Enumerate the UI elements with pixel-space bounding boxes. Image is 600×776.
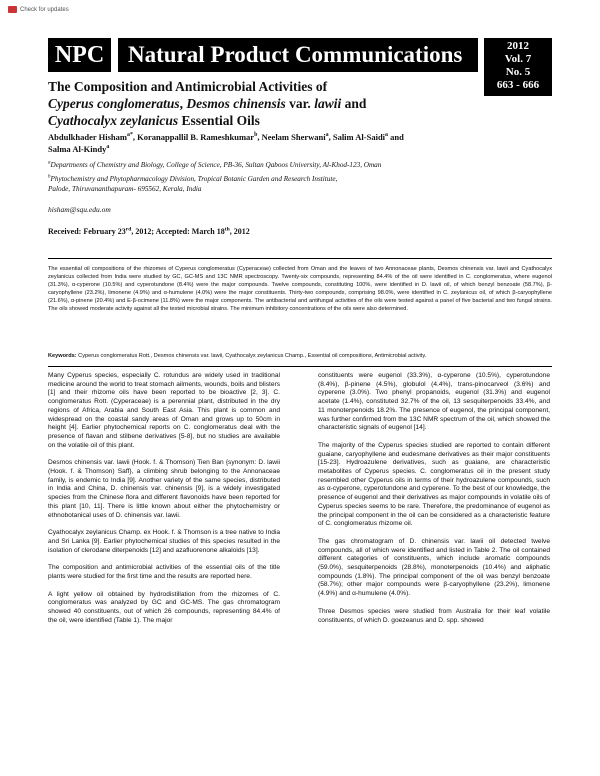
authors-line-1 <box>48 131 518 143</box>
title-and: and <box>341 96 367 111</box>
title-variety: lawii <box>314 96 342 111</box>
author-name: , Neelam Sherwani <box>257 132 326 142</box>
affil-text: Departments of Chemistry and Biology, College of Science, PB-36, Sultan Qaboos University, Al-Khod-123, Oman <box>50 161 382 169</box>
affiliation-a <box>48 160 508 170</box>
issue-number: No. 5 <box>505 66 531 78</box>
divider <box>48 366 552 367</box>
body-column-left <box>48 372 280 635</box>
author-sup: a* <box>126 132 133 139</box>
paragraph: A light yellow oil obtained by hydrodistillation from the rhizomes of C. conglomeratus was analyzed by GC and GC-MS. The gas chromatogram showed 40 constituents, out of which 26 compounds, representing 84.4% of the oil, were identified (Table 1). The major <box>48 590 280 624</box>
issue-year: 2012 <box>507 40 529 52</box>
authors-line-2 <box>48 143 518 155</box>
affiliation-b-line2: Palode, Thiruvananthapuram- 695562, Kerala, India <box>48 185 202 193</box>
body-column-right <box>318 372 550 634</box>
title-species-1: Cyperus conglomeratus <box>48 96 180 111</box>
author-name: , Salim Al-Saidi <box>328 132 386 142</box>
title-line-3 <box>48 112 478 129</box>
paragraph: Desmos chinensis var. lawii (Hook. f. & Thomson) Tien Ban {synonym: D. lawii (Hook. f. & Thomson) Saff}, a climbing shrub belonging to the Annonaceae family, is endemic to India [9]. Another variety of the same species, distributed in India and China, D. chinensis var. chinensis [9], is a widely investigated species from the Chinese flora and different flavonoids have been reported for this plant [10, 11]. There is little known about either the phytochemistry or ethnobotanical uses of D. chinensis var. lawii. <box>48 459 280 519</box>
abstract: The essential oil compositions of the rhizomes of Cyperus conglomeratus (Cyperaceae) collected from Oman and the leaves of two Annonaceae plants, Desmos chinensis var. lawii and Cyathocalyx zeylanicus collected from India were studied by GC, GC-MS and 13C NMR spectroscopy. Twenty-six compounds, representing 84.4% of the oil were identified in C. conglomeratus, where eugenol (31.3%), α-cyperone (10.5%) and cyperotundone (8.4%) were the major compounds. Twelve compounds, constituting 100%, were identified in D. lawii oil, of which benzyl benzoate (58.7%), β-caryophyllene (23.2%), limonene (4.9%) and α-humulene (4.0%) were the major constituents. Thirty-two compounds, comprising 98.0%, were identified in C. zeylanicus oil, of which β-caryophyllene (21.6%), α-pinene (20.4%) and E-β-ocimene (11.8%) were the major components. The antibacterial and antifungal activities of the oils were tested against a panel of five bacterial and two fungal strains. The oils showed moderate activity against all the tested microbial strains. The minimum inhibitory concentrations of the oils were also determined. <box>48 266 552 312</box>
divider <box>48 258 552 259</box>
affiliations <box>48 160 508 194</box>
author-name: Abdulkhader Hisham <box>48 132 127 142</box>
date-sup: th <box>224 226 230 233</box>
title-species-2: Desmos chinensis <box>186 96 286 111</box>
paragraph: The composition and antimicrobial activities of the essential oils of the title plants were studied for the first time and the results are reported here. <box>48 564 280 581</box>
author-sup: a <box>325 132 329 139</box>
issue-info <box>484 38 552 96</box>
paragraph: Three Desmos species were studied from Australia for their leaf volatile constituents, of which D. goezeanus and D. spp. showed <box>318 607 550 624</box>
paragraph: Cyathocalyx zeylanicus Champ. ex Hook. f. & Thomson is a tree native to India and Sri Lanka [9]. Earlier phytochemical studies of this species resulted in the isolation of clerodane diterpenoids [12] and azafluorenone alkaloids [13]. <box>48 529 280 554</box>
author-and: and <box>388 132 404 142</box>
check-updates-label: Check for updates <box>20 6 69 13</box>
author-name: Salma Al-Kindy <box>48 144 107 154</box>
title-line-1: The Composition and Antimicrobial Activities of <box>48 79 328 94</box>
paragraph: The gas chromatogram of D. chinensis var. lawii oil detected twelve compounds, all of which were identified and listed in Table 2. The oil contained different categories of constituents, which include aromatic compounds (59.0%), sesquiterpenoids (28.8%), monoterpenoids (10.4%) and aliphatic compounds (1.8%). The principal component of the oil was benzyl benzoate (58.7%); other major compounds were β-caryophyllene (23.2%), limonene (4.9%) and α-humulene (4.0%). <box>318 537 550 598</box>
title-sep: , <box>179 96 187 111</box>
title-line-2 <box>48 95 478 112</box>
author-sup: b <box>254 132 258 139</box>
accepted-year: , 2012 <box>229 227 250 236</box>
accepted-text: , 2012; Accepted: March 18 <box>131 227 225 236</box>
affiliation-b <box>48 174 508 184</box>
check-for-updates-badge[interactable] <box>8 6 69 13</box>
date-sup: rd <box>125 226 132 233</box>
keywords-text: Cyperus conglomeratus Rott., Desmos chinensis var. lawii, Cyathocalyx zeylanicus Champ., Essential oil compositions, Antimicrobial activity. <box>78 353 427 359</box>
keywords-label: Keywords: <box>48 353 77 359</box>
journal-title: Natural Product Communications <box>118 38 478 72</box>
paragraph: constituents were eugenol (33.3%), α-cyperone (10.5%), cyperotundone (8.4%), β-pinene (4.5%), globulol (4.4%), trans-pinocarveol (3.6%) and cyperene (3.0%). Two phenyl propanoids, eugenol (31.3%) and eugenol acetate (1.4%), constituted 32.7% of the oil, 13 sesquiterpenoids 33.4%, and 11 monoterpenoids 18.2%. The presence of eugenol, the principal component, was further confirmed from the 13C NMR spectrum of the oil, which showed the characteristic signals of eugenol [14]. <box>318 372 550 432</box>
author-sup: a <box>385 132 389 139</box>
title-end: Essential Oils <box>178 113 260 128</box>
title-var: var. <box>285 96 315 111</box>
affil-text: Phytochemistry and Phytopharmacology Division, Tropical Botanic Garden and Research Institute, <box>50 175 338 183</box>
article-title <box>48 78 478 129</box>
received-text: Received: February 23 <box>48 227 126 236</box>
corresponding-email[interactable]: hisham@squ.edu.om <box>48 205 111 214</box>
author-sup: a <box>106 144 110 151</box>
received-dates <box>48 227 250 236</box>
affil-sup: b <box>48 174 51 180</box>
paragraph: The majority of the Cyperus species studied are reported to contain different guaiane, caryophyllene and eudesmane derivatives as their major constituents [15-23]. Hydroazulene derivatives, such as guaiane, are characteristic metabolites of Cyperus species. C. conglomeratus oil in the present study resembled other Cyperus oils in terms of their hydroazulene compounds, such as α-cyperone, cyperotundone and cyperene. To the best of our knowledge, the presence of eugenol and their derivatives as major compounds in volatile oils of Cyperus species seems to be rare. Therefore, the predominance of eugenol as the principal component in the oil can be considered as a characteristic feature of C. conglomeratus rhizome oil. <box>318 441 551 528</box>
check-updates-icon <box>8 6 17 13</box>
author-name: , Koranappallil B. Rameshkumar <box>132 132 255 142</box>
npc-logo: NPC <box>48 38 111 72</box>
keywords <box>48 352 552 360</box>
issue-pages: 663 - 666 <box>496 79 540 91</box>
title-species-3: Cyathocalyx zeylanicus <box>48 113 179 128</box>
affil-sup: a <box>48 160 51 166</box>
author-list <box>48 131 518 155</box>
issue-volume: Vol. 7 <box>504 53 532 65</box>
paragraph: Many Cyperus species, especially C. rotundus are widely used in traditional medicine around the world to treat stomach ailments, wounds, boils and blisters [1] and their rhizome oils have been reported to be bioactive [2, 3]. C. conglomeratus Rott. (Cyperaceae) is a perennial plant, distributed in the dry regions of Africa, Arabia and South East Asia. This plant is common and widespread on the coastal sandy areas of Oman and grows up to 50cm in height [4]. Earlier phytochemical reports on C. conglomeratus deal with the presence of flavan and stilbene derivatives [5-8], but no studies are available on the volatile oil of this plant. <box>48 372 280 449</box>
